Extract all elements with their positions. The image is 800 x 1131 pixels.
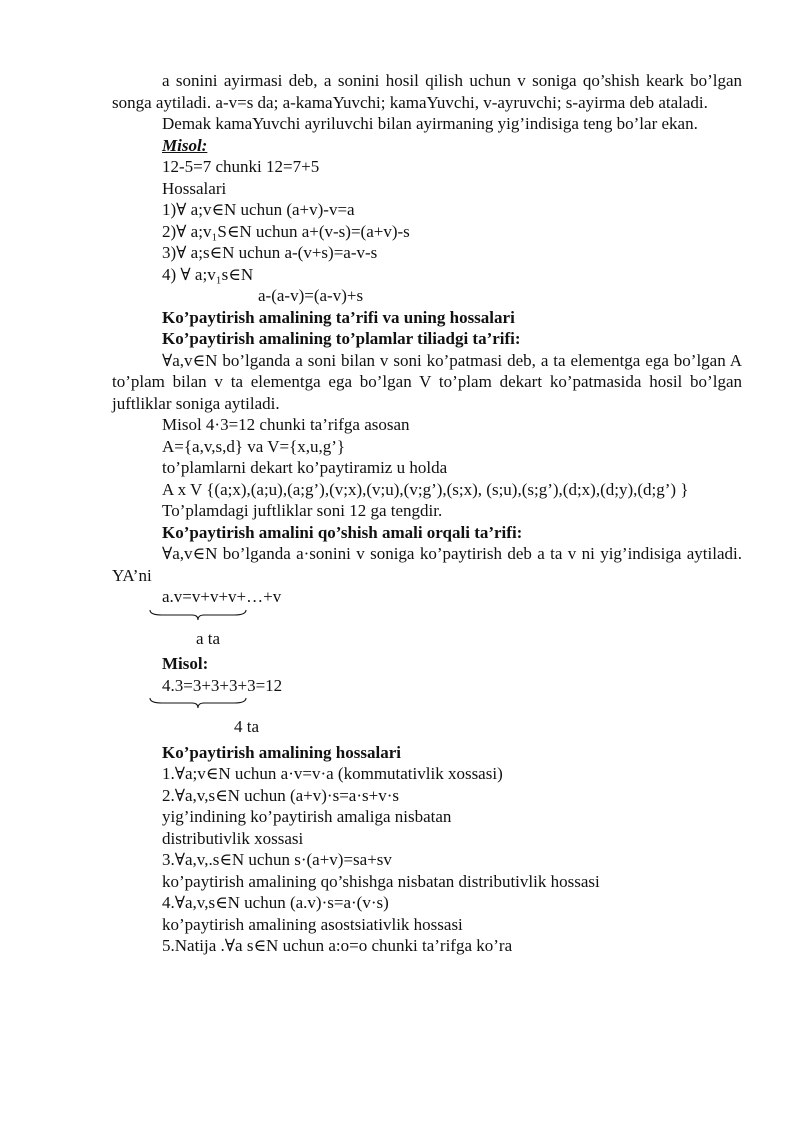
subtraction-property-3: 3)∀ a;s∈N uchun a-(v+s)=a-v-s (162, 243, 378, 262)
sets-definition: A={a,v,s,d} va V={x,u,g’} (162, 436, 346, 456)
paragraph-set-definition: ∀a,v∈N bo’lganda a soni bilan v soni ko’patmasi deb, a ta elementga ega bo’lgan A to’plam bilan v ta elementga ega bo’lgan V to’plam dekart ko’patmasida hosil bo’lgan juftliklar soniga aytiladi. (112, 350, 742, 413)
section-heading-set-definition: Ko’paytirish amalining to’plamlar tiliadgi ta’rifi: (162, 329, 521, 348)
multiplication-property-2: 2.∀a,v,s∈N uchun (a+v)·s=a·s+v·s (162, 785, 399, 805)
multiplication-property-4-note: ko’paytirish amalining asostsiativlik hossasi (162, 914, 463, 934)
paragraph-conclusion: Demak kamaYuvchi ayriluvchi bilan ayirmaning yig’indisiga teng bo’lar ekan. (162, 114, 698, 133)
document-page (112, 70, 742, 957)
multiplication-property-4: 4.∀a,v,s∈N uchun (a.v)·s=a·(v·s) (162, 893, 389, 912)
example-line: 12-5=7 chunki 12=7+5 (162, 157, 320, 176)
multiplication-property-2-note-2: distributivlik xossasi (162, 828, 304, 848)
paragraph-addition-definition: ∀a,v∈N bo’lganda a·sonini v soniga ko’paytirish deb a ta v ni yig’indisiga aytiladi. YA’ni (112, 544, 742, 585)
subtraction-property-4: 4) ∀ a;v₁s∈N (162, 264, 254, 284)
section-heading-multiplication-properties: Ko’paytirish amalining hossalari (162, 742, 401, 762)
subtraction-property-1: 1)∀ a;v∈N uchun (a+v)-v=a (162, 200, 355, 219)
subtraction-property-2: 2)∀ a;v₁S∈N uchun a+(v-s)=(a+v)-s (162, 221, 410, 241)
underbrace-2 (112, 696, 742, 716)
section-heading-multiplication: Ko’paytirish amalining ta’rifi va uning hossalari (162, 307, 515, 327)
paragraph-subtraction-definition: a sonini ayirmasi deb, a sonini hosil qilish uchun v soniga qo’shish keark bo’lgan songa aytiladi. a-v=s da; a-kamaYuvchi; kamaYuvchi, v-ayruvchi; s-ayirma deb ataladi. (112, 71, 742, 112)
multiplication-property-3: 3.∀a,v,.s∈N uchun s·(a+v)=sa+sv (162, 850, 392, 869)
multiplication-property-1: 1.∀a;v∈N uchun a·v=v·a (kommutativlik xossasi) (162, 764, 503, 783)
example-formula: 4.3=3+3+3+3=12 (162, 675, 283, 695)
example-count-label: 4 ta (234, 717, 260, 736)
example-heading: Misol: (162, 135, 208, 155)
multiplication-property-5: 5.Natija .∀a s∈N uchun a:o=o chunki ta’rifga ko’ra (162, 936, 513, 955)
sum-count-label: a ta (196, 628, 221, 648)
multiplication-property-2-note: yig’indining ko’paytirish amaliga nisbatan (162, 807, 452, 826)
sum-formula: a.v=v+v+v+…+v (162, 587, 282, 606)
multiplication-property-3-note: ko’paytirish amalining qo’shishga nisbatan distributivlik hossasi (162, 871, 600, 891)
cartesian-product: A x V {(a;x),(a;u),(a;g’),(v;x),(v;u),(v;g’),(s;x), (s;u),(s;g’),(d;x),(d;y),(d;g’) } (162, 479, 689, 499)
underbrace-icon (148, 608, 248, 622)
example-heading-2: Misol: (162, 654, 209, 673)
example-multiplication: Misol 4·3=12 chunki ta’rifga asosan (162, 415, 410, 434)
underbrace-icon (148, 696, 248, 710)
cartesian-intro: to’plamlarni dekart ko’paytiramiz u holda (162, 458, 448, 477)
subtraction-property-4-formula: a-(a-v)=(a-v)+s (258, 286, 364, 305)
section-heading-addition-definition: Ko’paytirish amalini qo’shish amali orqali ta’rifi: (162, 522, 523, 542)
properties-label: Hossalari (162, 178, 227, 198)
pairs-count: To’plamdagi juftliklar soni 12 ga tengdir. (162, 501, 443, 520)
underbrace (112, 608, 742, 628)
